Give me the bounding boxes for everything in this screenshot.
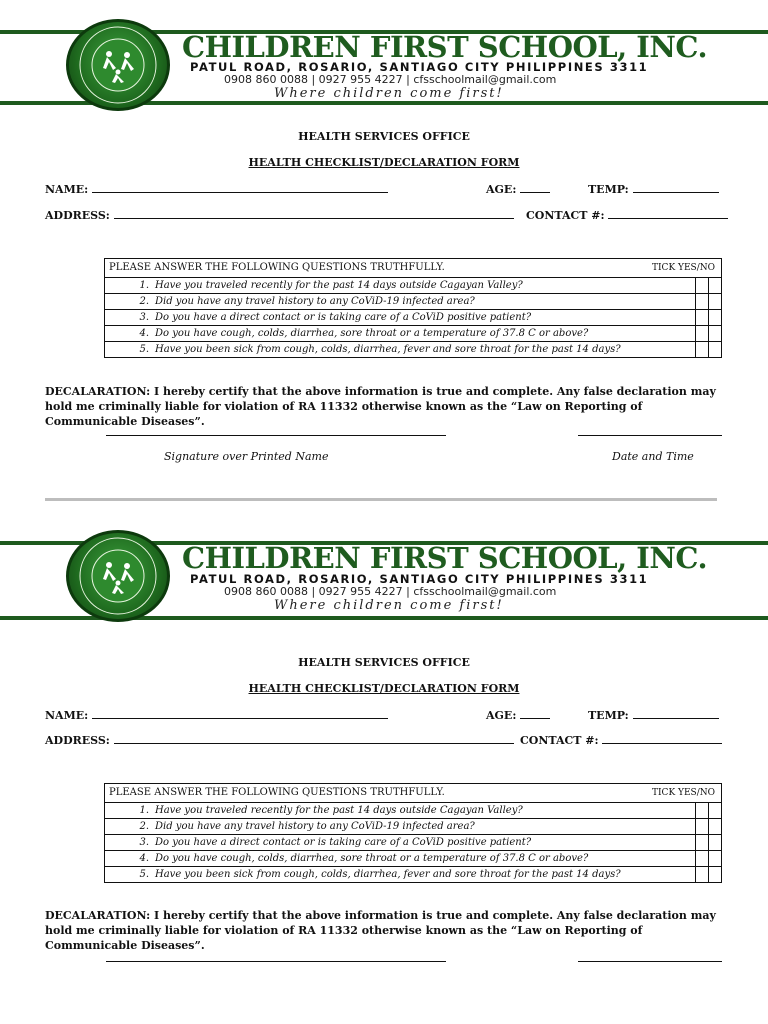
name-label: NAME: <box>45 709 89 722</box>
question-text: Have you been sick from cough, colds, diarrhea, fever and sore throat for the past 14 days? <box>155 868 621 880</box>
yes-checkbox[interactable] <box>696 851 709 867</box>
name-field[interactable] <box>45 708 388 722</box>
question-text: Have you been sick from cough, colds, diarrhea, fever and sore throat for the past 14 days? <box>155 343 621 355</box>
question-text: Do you have cough, colds, diarrhea, sore throat or a temperature of 37.8 C or above? <box>155 852 589 864</box>
school-motto: Where children come first! <box>274 86 504 101</box>
yes-checkbox[interactable] <box>696 835 709 851</box>
question-row: 1. Have you traveled recently for the past 14 days outside Cagayan Valley? <box>105 278 722 294</box>
form-title: HEALTH CHECKLIST/DECLARATION FORM <box>248 156 520 169</box>
date-caption: Date and Time <box>612 450 694 463</box>
no-checkbox[interactable] <box>709 851 722 867</box>
no-checkbox[interactable] <box>709 342 722 358</box>
school-contact: 0908 860 0088 | 0927 955 4227 | cfsschoolmail@gmail.com <box>224 73 557 86</box>
address-field[interactable] <box>45 208 514 222</box>
question-row: 4. Do you have cough, colds, diarrhea, sore throat or a temperature of 37.8 C or above? <box>105 851 722 867</box>
no-checkbox[interactable] <box>709 819 722 835</box>
question-text: Did you have any travel history to any CoViD-19 infected area? <box>155 295 475 307</box>
yes-checkbox[interactable] <box>696 819 709 835</box>
school-contact: 0908 860 0088 | 0927 955 4227 | cfsschoolmail@gmail.com <box>224 585 557 598</box>
question-row: 5. Have you been sick from cough, colds, diarrhea, fever and sore throat for the past 14 days? <box>105 342 722 358</box>
no-checkbox[interactable] <box>709 326 722 342</box>
name-field[interactable] <box>45 182 388 196</box>
yes-checkbox[interactable] <box>696 803 709 819</box>
temp-field[interactable] <box>588 708 719 722</box>
instructions-text: PLEASE ANSWER THE FOLLOWING QUESTIONS TRUTHFULLY. <box>109 787 445 798</box>
question-row: 4. Do you have cough, colds, diarrhea, sore throat or a temperature of 37.8 C or above? <box>105 326 722 342</box>
form-title: HEALTH CHECKLIST/DECLARATION FORM <box>248 682 520 695</box>
address-label: ADDRESS: <box>45 209 110 222</box>
question-text: Do you have a direct contact or is taking care of a CoViD positive patient? <box>155 836 532 848</box>
question-row: 5. Have you been sick from cough, colds, diarrhea, fever and sore throat for the past 14 days? <box>105 867 722 883</box>
name-label: NAME: <box>45 183 89 196</box>
no-checkbox[interactable] <box>709 278 722 294</box>
age-field[interactable] <box>486 708 550 722</box>
office-title: HEALTH SERVICES OFFICE <box>298 130 470 143</box>
school-address: PATUL ROAD, ROSARIO, SANTIAGO CITY PHILIPPINES 3311 <box>190 572 649 586</box>
address-label: ADDRESS: <box>45 734 110 747</box>
office-title: HEALTH SERVICES OFFICE <box>298 656 470 669</box>
declaration-text: DECALARATION: I hereby certify that the above information is true and complete. Any false declaration may hold me criminally liable for violation of RA 11332 otherwise known as the “Law on Reporting of Communicable Diseases”. <box>45 385 716 428</box>
questions-table <box>104 783 722 883</box>
no-checkbox[interactable] <box>709 803 722 819</box>
school-address: PATUL ROAD, ROSARIO, SANTIAGO CITY PHILIPPINES 3311 <box>190 60 649 74</box>
age-field[interactable] <box>486 182 550 196</box>
age-label: AGE: <box>486 709 517 722</box>
school-seal-logo <box>66 19 170 111</box>
no-checkbox[interactable] <box>709 294 722 310</box>
contact-label: CONTACT #: <box>526 209 605 222</box>
yes-checkbox[interactable] <box>696 294 709 310</box>
signature-caption: Signature over Printed Name <box>164 450 329 463</box>
signature-line[interactable] <box>106 960 446 962</box>
date-line[interactable] <box>578 434 722 436</box>
question-row: 2. Did you have any travel history to any CoViD-19 infected area? <box>105 819 722 835</box>
question-text: Do you have cough, colds, diarrhea, sore throat or a temperature of 37.8 C or above? <box>155 327 589 339</box>
tick-header: TICK YES/NO <box>652 788 715 798</box>
signature-line[interactable] <box>106 434 446 436</box>
form-copy-1 <box>0 0 768 500</box>
questions-header-row <box>105 259 722 278</box>
yes-checkbox[interactable] <box>696 342 709 358</box>
school-motto: Where children come first! <box>274 598 504 613</box>
no-checkbox[interactable] <box>709 310 722 326</box>
questions-header-row <box>105 784 722 803</box>
school-name: CHILDREN FIRST SCHOOL, INC. <box>182 30 708 64</box>
no-checkbox[interactable] <box>709 835 722 851</box>
question-text: Do you have a direct contact or is taking care of a CoViD positive patient? <box>155 311 532 323</box>
tick-header: TICK YES/NO <box>652 263 715 273</box>
instructions-text: PLEASE ANSWER THE FOLLOWING QUESTIONS TRUTHFULLY. <box>109 262 445 273</box>
age-label: AGE: <box>486 183 517 196</box>
question-row: 2. Did you have any travel history to any CoViD-19 infected area? <box>105 294 722 310</box>
form-divider <box>45 498 717 501</box>
contact-label: CONTACT #: <box>520 734 599 747</box>
yes-checkbox[interactable] <box>696 310 709 326</box>
school-name: CHILDREN FIRST SCHOOL, INC. <box>182 541 708 575</box>
date-line[interactable] <box>578 960 722 962</box>
question-row: 3. Do you have a direct contact or is taking care of a CoViD positive patient? <box>105 310 722 326</box>
temp-field[interactable] <box>588 182 719 196</box>
yes-checkbox[interactable] <box>696 326 709 342</box>
temp-label: TEMP: <box>588 709 629 722</box>
temp-label: TEMP: <box>588 183 629 196</box>
questions-table <box>104 258 722 358</box>
question-row: 1. Have you traveled recently for the past 14 days outside Cagayan Valley? <box>105 803 722 819</box>
address-field[interactable] <box>45 733 514 747</box>
question-text: Did you have any travel history to any CoViD-19 infected area? <box>155 820 475 832</box>
yes-checkbox[interactable] <box>696 867 709 883</box>
no-checkbox[interactable] <box>709 867 722 883</box>
contact-field[interactable] <box>526 208 728 222</box>
yes-checkbox[interactable] <box>696 278 709 294</box>
school-seal-logo <box>66 530 170 622</box>
question-row: 3. Do you have a direct contact or is taking care of a CoViD positive patient? <box>105 835 722 851</box>
question-text: Have you traveled recently for the past 14 days outside Cagayan Valley? <box>155 804 523 816</box>
declaration-text: DECALARATION: I hereby certify that the above information is true and complete. Any false declaration may hold me criminally liable for violation of RA 11332 otherwise known as the “Law on Reporting of Communicable Diseases”. <box>45 909 716 952</box>
contact-field[interactable] <box>520 733 722 747</box>
question-text: Have you traveled recently for the past 14 days outside Cagayan Valley? <box>155 279 523 291</box>
form-copy-2 <box>0 524 768 1024</box>
